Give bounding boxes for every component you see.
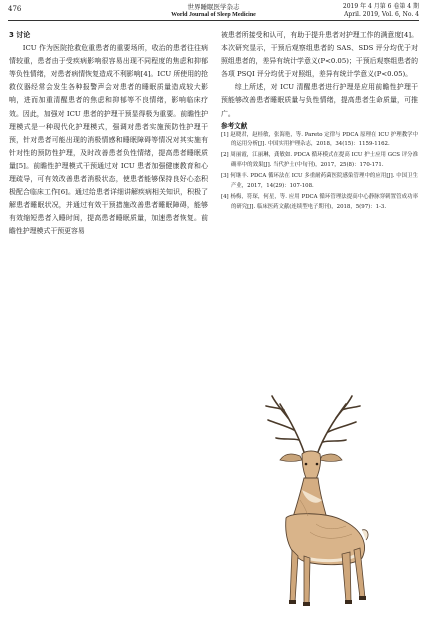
issue-en: April. 2019, Vol. 6, No. 4 bbox=[344, 11, 419, 18]
issue-cn: 2019 年 4 月第 6 卷第 4 期 bbox=[342, 3, 419, 10]
reference-item: [3] 何继丰. PDCA 循环法在 ICU 多重耐药菌医院感染管理中的应用[J]. 中国卫生产业，2017，14(29)：107-108. bbox=[221, 173, 418, 189]
journal-title-cn: 世界睡眠医学杂志 bbox=[187, 3, 240, 11]
page-number: 476 bbox=[8, 5, 22, 13]
page-header bbox=[0, 0, 427, 22]
journal-title-en: World Journal of Sleep Medicine bbox=[171, 12, 256, 18]
header-rule bbox=[8, 20, 419, 21]
discussion-paragraph: ICU 作为医院抢救危重患者的重要场所，收治的患者往往病情较重，患者由于受疾病影响很容易出现不同程度的焦虑和抑郁等负性情绪，对患者病情恢复造成不利影响[4]。ICU 所使用的抢救仪器经常会发生各种报警声会对患者的睡眠质量造成较大影响，进而加重清醒患者的焦虑和抑郁等不良情绪，影响临床疗效。因此，加强对 ICU 患者的护理干预显得极为重要。前瞻性护理模式是一种现代化护理模式，强调对患者实施预防性护理干预，针对患者可能出现的消极情感和睡眠障碍等情况对其实施有针对性的预防性护理，及时改善患者负性情绪，提高患者睡眠质量[5]。前瞻性护理模式干预通过对 ICU 患者加强健康教育和心理疏导，可有效改善患者消极状态，使患者能够保持良好心态积极配合临床工作[6]。通过给患者详细讲解疾病相关知识，积极了解患者睡眠状况，并通过有效干预措施改善患者睡眠障碍，能够有效缩短患者入睡时间，提高患者睡眠质量，加速患者恢复。前瞻性护理模式干预更容易 bbox=[9, 44, 208, 236]
reference-item: [2] 周丽霞，江丽琳，龚敏如. PDCA 循环模式在提高 ICU 护士应用 GCS 评分准确率中的效果[J]. 当代护士(中旬刊)，2017，25(8)：170-171. bbox=[221, 152, 418, 168]
conclusion-paragraph: 综上所述，对 ICU 清醒患者进行护理是应用前瞻性护理干预能够改善患者睡眠质量与负性情绪，提高患者生命质量，可推广。 bbox=[221, 83, 418, 118]
section-title: 3 讨论 bbox=[9, 31, 31, 39]
references-list bbox=[221, 131, 418, 212]
references-title: 参考文献 bbox=[221, 121, 248, 130]
right-column bbox=[221, 29, 418, 214]
reference-item: [4] 杨梅，符琛，何星，等. 应用 PDCA 循环管理法提高中心静脉穿刺置管成功率的研究[J]. 临床医药文献(连续型电子期刊)，2018，5(97)：1-3. bbox=[221, 194, 418, 210]
deer-illustration bbox=[246, 390, 388, 615]
left-column bbox=[9, 29, 208, 239]
discussion-continued: 被患者所接受和认可，有助于提升患者对护理工作的满意度[4]。本次研究显示，干预后观察组患者的 SAS、SDS 评分均优于对照组患者的，差异有统计学意义(P<0.05)；干预后观察组患者的各项 PSQI 评分均优于对照组，差异有统计学意义(P<0.05)。 bbox=[221, 31, 418, 79]
reference-item: [1] 赵晓君，赵桂敏，张海艳，等. Pareto 定律与 PDCA 原理在 ICU 护理教学中的运用分析[J]. 中国实用护理杂志，2018，34(15)：1159-1162. bbox=[221, 131, 418, 148]
issue-info bbox=[343, 3, 419, 19]
